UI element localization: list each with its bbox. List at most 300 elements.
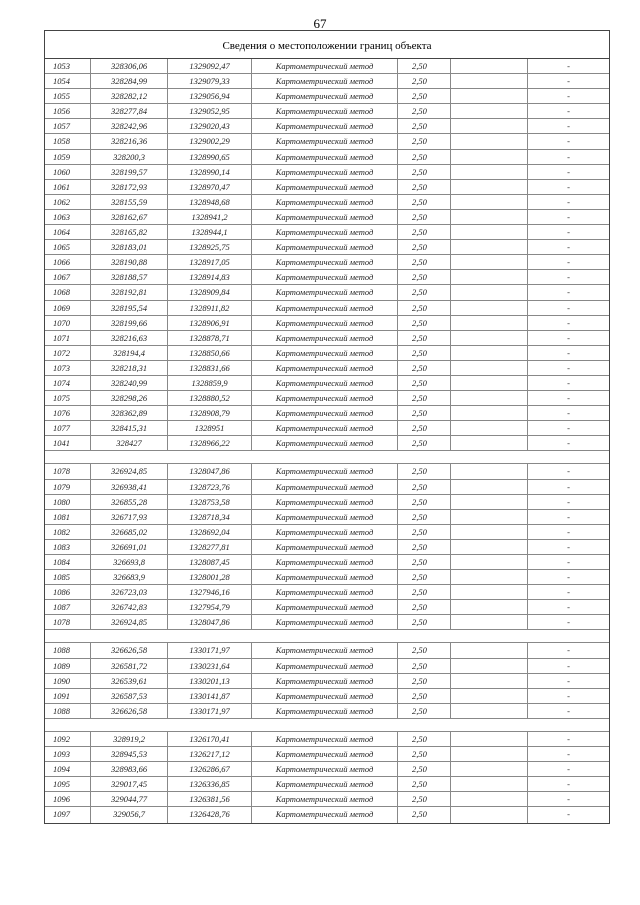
point-number: 1069 — [45, 301, 91, 315]
blank-cell — [451, 331, 528, 345]
coordinate-y: 1328718,34 — [168, 510, 252, 524]
table-row — [45, 570, 609, 585]
blank-cell — [451, 59, 528, 73]
coordinate-x: 328188,57 — [91, 270, 168, 284]
coordinate-x: 328983,66 — [91, 762, 168, 776]
accuracy: 2,50 — [398, 391, 451, 405]
coordinate-x: 328190,88 — [91, 255, 168, 269]
dash-cell: - — [567, 332, 570, 343]
dash-cell: - — [567, 166, 570, 177]
table-row — [45, 74, 609, 89]
coordinate-x: 328306,06 — [91, 59, 168, 73]
coordinate-y: 1328925,75 — [168, 240, 252, 254]
blank-cell — [451, 134, 528, 148]
accuracy: 2,50 — [398, 119, 451, 133]
table-row — [45, 659, 609, 674]
dash-cell: - — [567, 541, 570, 552]
accuracy: 2,50 — [398, 510, 451, 524]
accuracy: 2,50 — [398, 732, 451, 746]
dash-cell: - — [567, 423, 570, 434]
coordinate-y: 1326336,85 — [168, 777, 252, 791]
method: Картометрический метод — [252, 119, 398, 133]
coordinate-y: 1328880,52 — [168, 391, 252, 405]
coordinate-y: 1328047,86 — [168, 464, 252, 478]
method: Картометрический метод — [252, 525, 398, 539]
coordinate-x: 326683,9 — [91, 570, 168, 584]
coordinate-y: 1328831,66 — [168, 361, 252, 375]
blank-cell — [451, 659, 528, 673]
point-number: 1088 — [45, 643, 91, 657]
dash-cell: - — [567, 572, 570, 583]
blank-cell — [451, 74, 528, 88]
method: Картометрический метод — [252, 480, 398, 494]
dash-cell: - — [567, 496, 570, 507]
blank-cell — [451, 270, 528, 284]
coordinate-y: 1329002,29 — [168, 134, 252, 148]
dash-cell: - — [567, 196, 570, 207]
method: Картометрический метод — [252, 180, 398, 194]
blank-cell — [451, 346, 528, 360]
dash-cell: - — [567, 645, 570, 656]
blank-cell — [451, 495, 528, 509]
accuracy: 2,50 — [398, 495, 451, 509]
coordinate-y: 1329079,33 — [168, 74, 252, 88]
point-number: 1095 — [45, 777, 91, 791]
coordinate-x: 326924,85 — [91, 615, 168, 629]
dash-cell: - — [567, 779, 570, 790]
table-row — [45, 747, 609, 762]
point-number: 1086 — [45, 585, 91, 599]
coordinate-y: 1328723,76 — [168, 480, 252, 494]
coordinate-y: 1328948,68 — [168, 195, 252, 209]
accuracy: 2,50 — [398, 689, 451, 703]
dash-cell: - — [567, 408, 570, 419]
coordinate-x: 328195,54 — [91, 301, 168, 315]
coordinate-y: 1326428,76 — [168, 807, 252, 822]
coordinate-x: 329044,77 — [91, 792, 168, 806]
table-row — [45, 285, 609, 300]
dash-cell: - — [567, 136, 570, 147]
coordinate-x: 326581,72 — [91, 659, 168, 673]
accuracy: 2,50 — [398, 555, 451, 569]
blank-cell — [451, 643, 528, 657]
method: Картометрический метод — [252, 210, 398, 224]
point-number: 1041 — [45, 436, 91, 450]
table-row — [45, 464, 609, 479]
coordinate-y: 1330171,97 — [168, 643, 252, 657]
coordinate-y: 1328906,91 — [168, 316, 252, 330]
point-number: 1092 — [45, 732, 91, 746]
coordinate-x: 328216,36 — [91, 134, 168, 148]
coordinate-x: 328282,12 — [91, 89, 168, 103]
method: Картометрический метод — [252, 807, 398, 822]
table-row — [45, 674, 609, 689]
accuracy: 2,50 — [398, 255, 451, 269]
point-number: 1057 — [45, 119, 91, 133]
coordinate-y: 1328908,79 — [168, 406, 252, 420]
blank-cell — [451, 777, 528, 791]
point-number: 1059 — [45, 150, 91, 164]
dash-cell: - — [567, 91, 570, 102]
dash-cell: - — [567, 511, 570, 522]
accuracy: 2,50 — [398, 704, 451, 718]
accuracy: 2,50 — [398, 421, 451, 435]
blank-cell — [451, 180, 528, 194]
coordinate-x: 328277,84 — [91, 104, 168, 118]
table-row — [45, 525, 609, 540]
blank-cell — [451, 510, 528, 524]
table-row — [45, 270, 609, 285]
coordinate-y: 1326217,12 — [168, 747, 252, 761]
coordinate-y: 1328990,65 — [168, 150, 252, 164]
coordinate-y: 1328277,81 — [168, 540, 252, 554]
coordinate-y: 1326286,67 — [168, 762, 252, 776]
blank-cell — [451, 600, 528, 614]
method: Картометрический метод — [252, 195, 398, 209]
method: Картометрический метод — [252, 732, 398, 746]
table-row — [45, 689, 609, 704]
accuracy: 2,50 — [398, 436, 451, 450]
table-row — [45, 316, 609, 331]
method: Картометрический метод — [252, 615, 398, 629]
dash-cell: - — [567, 121, 570, 132]
table-row — [45, 301, 609, 316]
coordinate-y: 1327954,79 — [168, 600, 252, 614]
coordinate-x: 328362,89 — [91, 406, 168, 420]
dash-cell: - — [567, 617, 570, 628]
accuracy: 2,50 — [398, 134, 451, 148]
point-number: 1091 — [45, 689, 91, 703]
accuracy: 2,50 — [398, 570, 451, 584]
coordinate-x: 328192,81 — [91, 285, 168, 299]
blank-cell — [451, 225, 528, 239]
point-number: 1055 — [45, 89, 91, 103]
blank-cell — [451, 406, 528, 420]
blank-cell — [451, 525, 528, 539]
accuracy: 2,50 — [398, 195, 451, 209]
dash-cell: - — [567, 438, 570, 449]
coordinate-x: 326587,53 — [91, 689, 168, 703]
coordinate-y: 1328944,1 — [168, 225, 252, 239]
coordinate-y: 1327946,16 — [168, 585, 252, 599]
accuracy: 2,50 — [398, 331, 451, 345]
blank-cell — [451, 89, 528, 103]
method: Картометрический метод — [252, 270, 398, 284]
coordinate-y: 1330171,97 — [168, 704, 252, 718]
method: Картометрический метод — [252, 240, 398, 254]
table-row — [45, 807, 609, 822]
section-separator — [45, 451, 609, 464]
coordinate-x: 328298,26 — [91, 391, 168, 405]
table-row — [45, 540, 609, 555]
table-row — [45, 704, 609, 719]
coordinate-x: 328172,93 — [91, 180, 168, 194]
blank-cell — [451, 792, 528, 806]
coordinate-y: 1328047,86 — [168, 615, 252, 629]
blank-cell — [451, 436, 528, 450]
accuracy: 2,50 — [398, 180, 451, 194]
point-number: 1090 — [45, 674, 91, 688]
accuracy: 2,50 — [398, 74, 451, 88]
accuracy: 2,50 — [398, 747, 451, 761]
dash-cell: - — [567, 151, 570, 162]
point-number: 1065 — [45, 240, 91, 254]
table-row — [45, 195, 609, 210]
coordinate-y: 1328966,22 — [168, 436, 252, 450]
coordinate-y: 1328990,14 — [168, 165, 252, 179]
blank-cell — [451, 555, 528, 569]
method: Картометрический метод — [252, 74, 398, 88]
coordinate-x: 328242,96 — [91, 119, 168, 133]
dash-cell: - — [567, 466, 570, 477]
accuracy: 2,50 — [398, 406, 451, 420]
point-number: 1068 — [45, 285, 91, 299]
table-row — [45, 792, 609, 807]
point-number: 1071 — [45, 331, 91, 345]
table-row — [45, 255, 609, 270]
accuracy: 2,50 — [398, 104, 451, 118]
coordinate-y: 1328914,83 — [168, 270, 252, 284]
table-title: Сведения о местоположении границ объекта — [45, 31, 609, 59]
dash-cell: - — [567, 393, 570, 404]
dash-cell: - — [567, 733, 570, 744]
table-row — [45, 361, 609, 376]
method: Картометрический метод — [252, 570, 398, 584]
accuracy: 2,50 — [398, 361, 451, 375]
blank-cell — [451, 747, 528, 761]
table-row — [45, 777, 609, 792]
blank-cell — [451, 540, 528, 554]
coordinate-x: 328155,59 — [91, 195, 168, 209]
table-row — [45, 331, 609, 346]
coordinate-y: 1330231,64 — [168, 659, 252, 673]
table-row — [45, 421, 609, 436]
accuracy: 2,50 — [398, 316, 451, 330]
coordinate-x: 328183,01 — [91, 240, 168, 254]
dash-cell: - — [567, 347, 570, 358]
table-body — [45, 59, 609, 823]
coordinate-y: 1328941,2 — [168, 210, 252, 224]
coordinate-y: 1328859,9 — [168, 376, 252, 390]
method: Картометрический метод — [252, 255, 398, 269]
method: Картометрический метод — [252, 689, 398, 703]
table-row — [45, 346, 609, 361]
coordinate-x: 328919,2 — [91, 732, 168, 746]
point-number: 1073 — [45, 361, 91, 375]
point-number: 1070 — [45, 316, 91, 330]
method: Картометрический метод — [252, 436, 398, 450]
dash-cell: - — [567, 764, 570, 775]
coordinate-y: 1328970,47 — [168, 180, 252, 194]
dash-cell: - — [567, 690, 570, 701]
dash-cell: - — [567, 557, 570, 567]
method: Картометрический метод — [252, 659, 398, 673]
method: Картометрический метод — [252, 89, 398, 103]
coordinate-x: 326938,41 — [91, 480, 168, 494]
accuracy: 2,50 — [398, 762, 451, 776]
table-row — [45, 510, 609, 525]
coordinate-x: 328200,3 — [91, 150, 168, 164]
point-number: 1077 — [45, 421, 91, 435]
coordinate-x: 328194,4 — [91, 346, 168, 360]
table-row — [45, 240, 609, 255]
blank-cell — [451, 421, 528, 435]
method: Картометрический метод — [252, 762, 398, 776]
coordinate-x: 326539,61 — [91, 674, 168, 688]
dash-cell: - — [567, 809, 570, 820]
method: Картометрический метод — [252, 792, 398, 806]
accuracy: 2,50 — [398, 674, 451, 688]
table-row — [45, 180, 609, 195]
method: Картометрический метод — [252, 361, 398, 375]
point-number: 1089 — [45, 659, 91, 673]
dash-cell: - — [567, 794, 570, 805]
point-number: 1076 — [45, 406, 91, 420]
accuracy: 2,50 — [398, 540, 451, 554]
dash-cell: - — [567, 481, 570, 492]
blank-cell — [451, 376, 528, 390]
blank-cell — [451, 285, 528, 299]
point-number: 1078 — [45, 615, 91, 629]
point-number: 1060 — [45, 165, 91, 179]
coordinate-x: 326693,8 — [91, 555, 168, 569]
dash-cell: - — [567, 377, 570, 388]
accuracy: 2,50 — [398, 807, 451, 822]
blank-cell — [451, 732, 528, 746]
coordinate-y: 1326170,41 — [168, 732, 252, 746]
blank-cell — [451, 165, 528, 179]
accuracy: 2,50 — [398, 301, 451, 315]
coordinate-x: 326742,83 — [91, 600, 168, 614]
coordinate-x: 328199,57 — [91, 165, 168, 179]
accuracy: 2,50 — [398, 240, 451, 254]
accuracy: 2,50 — [398, 464, 451, 478]
method: Картометрический метод — [252, 285, 398, 299]
accuracy: 2,50 — [398, 525, 451, 539]
dash-cell: - — [567, 227, 570, 238]
coordinate-y: 1328087,45 — [168, 555, 252, 569]
table-row — [45, 210, 609, 225]
coordinate-y: 1328001,28 — [168, 570, 252, 584]
accuracy: 2,50 — [398, 480, 451, 494]
coordinate-y: 1328692,04 — [168, 525, 252, 539]
blank-cell — [451, 689, 528, 703]
method: Картометрический метод — [252, 600, 398, 614]
table-row — [45, 615, 609, 630]
coordinate-x: 326626,58 — [91, 704, 168, 718]
accuracy: 2,50 — [398, 585, 451, 599]
table-row — [45, 600, 609, 615]
accuracy: 2,50 — [398, 376, 451, 390]
dash-cell: - — [567, 587, 570, 598]
blank-cell — [451, 480, 528, 494]
point-number: 1058 — [45, 134, 91, 148]
coordinate-x: 329056,7 — [91, 807, 168, 822]
coordinate-y: 1328909,84 — [168, 285, 252, 299]
point-number: 1074 — [45, 376, 91, 390]
coordinate-x: 326924,85 — [91, 464, 168, 478]
table-row — [45, 480, 609, 495]
table-row — [45, 391, 609, 406]
coordinate-x: 328199,66 — [91, 316, 168, 330]
table-row — [45, 436, 609, 451]
method: Картометрический метод — [252, 406, 398, 420]
accuracy: 2,50 — [398, 89, 451, 103]
dash-cell: - — [567, 749, 570, 760]
coordinate-x: 329017,45 — [91, 777, 168, 791]
table-row — [45, 150, 609, 165]
point-number: 1056 — [45, 104, 91, 118]
point-number: 1096 — [45, 792, 91, 806]
method: Картометрический метод — [252, 495, 398, 509]
blank-cell — [451, 361, 528, 375]
coordinate-x: 326723,03 — [91, 585, 168, 599]
accuracy: 2,50 — [398, 150, 451, 164]
blank-cell — [451, 464, 528, 478]
coordinate-x: 328216,63 — [91, 331, 168, 345]
blank-cell — [451, 210, 528, 224]
dash-cell: - — [567, 317, 570, 328]
point-number: 1078 — [45, 464, 91, 478]
method: Картометрический метод — [252, 421, 398, 435]
dash-cell: - — [567, 181, 570, 192]
method: Картометрический метод — [252, 643, 398, 657]
point-number: 1075 — [45, 391, 91, 405]
accuracy: 2,50 — [398, 792, 451, 806]
blank-cell — [451, 240, 528, 254]
table-row — [45, 585, 609, 600]
accuracy: 2,50 — [398, 600, 451, 614]
blank-cell — [451, 570, 528, 584]
point-number: 1094 — [45, 762, 91, 776]
coordinate-x: 328427 — [91, 436, 168, 450]
dash-cell: - — [567, 257, 570, 268]
coordinate-y: 1330141,87 — [168, 689, 252, 703]
method: Картометрический метод — [252, 59, 398, 73]
point-number: 1054 — [45, 74, 91, 88]
dash-cell: - — [567, 362, 570, 373]
accuracy: 2,50 — [398, 615, 451, 629]
coordinate-y: 1329052,95 — [168, 104, 252, 118]
point-number: 1067 — [45, 270, 91, 284]
method: Картометрический метод — [252, 464, 398, 478]
dash-cell: - — [567, 61, 570, 71]
blank-cell — [451, 585, 528, 599]
accuracy: 2,50 — [398, 285, 451, 299]
point-number: 1083 — [45, 540, 91, 554]
method: Картометрический метод — [252, 150, 398, 164]
coordinate-y: 1329056,94 — [168, 89, 252, 103]
point-number: 1063 — [45, 210, 91, 224]
method: Картометрический метод — [252, 301, 398, 315]
table-row — [45, 89, 609, 104]
table-row — [45, 225, 609, 240]
point-number: 1072 — [45, 346, 91, 360]
dash-cell: - — [567, 242, 570, 253]
point-number: 1085 — [45, 570, 91, 584]
blank-cell — [451, 195, 528, 209]
section-separator — [45, 630, 609, 643]
accuracy: 2,50 — [398, 165, 451, 179]
table-row — [45, 134, 609, 149]
point-number: 1066 — [45, 255, 91, 269]
coordinate-x: 326685,02 — [91, 525, 168, 539]
accuracy: 2,50 — [398, 59, 451, 73]
coordinate-y: 1329092,47 — [168, 59, 252, 73]
blank-cell — [451, 704, 528, 718]
blank-cell — [451, 316, 528, 330]
dash-cell: - — [567, 660, 570, 671]
